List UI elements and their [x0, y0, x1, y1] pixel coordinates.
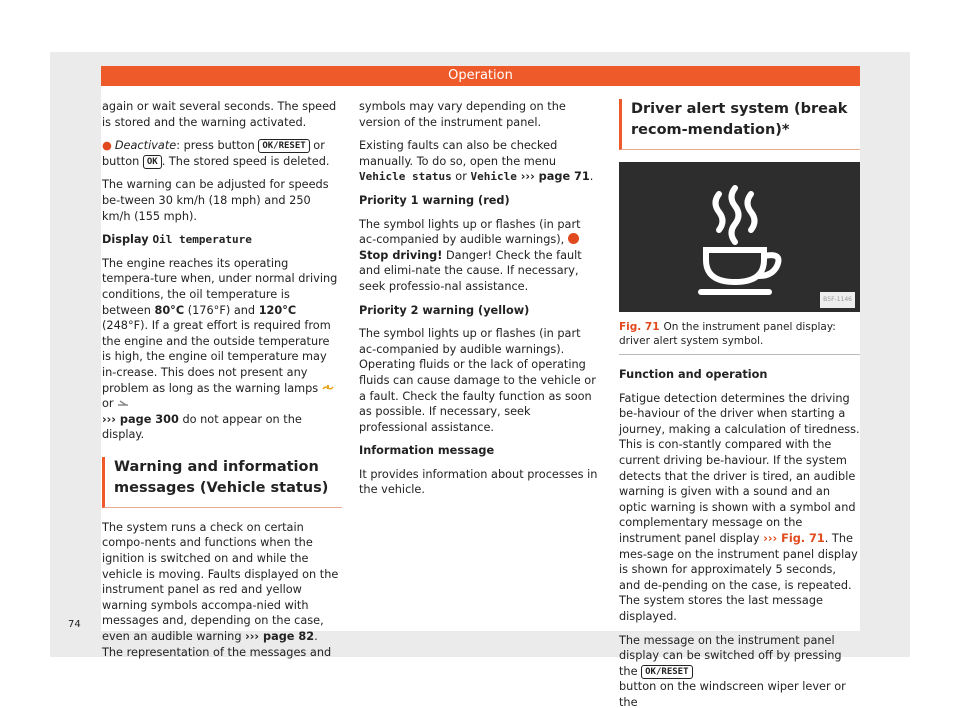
paragraph: The symbol lights up or flashes (in part ac-companied by audible warnings). Operating fluids or the lack of operating fluids can cause damage to the vehicle or a fault. Check the faulty function as soon as possible. If necessary, seek professional assistance. — [359, 327, 596, 434]
figure-reference-link[interactable]: ››› Fig. 71 — [763, 531, 825, 545]
priority-1-heading: Priority 1 warning (red) — [359, 193, 510, 207]
page-reference-link[interactable]: ››› page 300 — [102, 412, 179, 426]
priority-2-heading: Priority 2 warning (yellow) — [359, 303, 530, 317]
paragraph: again or wait several seconds. The speed is stored and the warning activated. — [102, 100, 337, 129]
column-3 — [619, 99, 860, 708]
paragraph: The symbol lights up or flashes (in part ac-companied by audible warnings), Stop driving! Danger! Check the fault and elimi-nate the cause. If necessary, seek professio-nal assistance. — [359, 217, 582, 293]
section-heading: Driver alert system (break recom-mendation)* — [619, 99, 860, 150]
info-message-heading: Information message — [359, 444, 495, 458]
paragraph: Fatigue detection determines the driving be-haviour of the driver when starting a journey, making a calculation of tiredness. This is con-stantly compared with the current driving be-haviour. If the system detects that the driver is tired, an audible warning is given with a sound and an optic warning is shown with a symbol and complementary message on the instrument panel display ››› Fig. 71. The mes-sage on the instrument panel display is shown for approximately 5 seconds, and de-pending on the case, is repeated. The system stores the last message displayed. — [619, 391, 860, 623]
figure-driver-alert — [619, 162, 860, 312]
section-heading: Warning and information messages (Vehicle status) — [102, 457, 342, 508]
coffee-cup-icon — [619, 162, 860, 312]
section-title: Operation — [448, 68, 513, 83]
paragraph: It provides information about processes in the vehicle. — [359, 467, 598, 497]
paragraph: The engine reaches its operating tempera-ture when, under normal driving conditions, the oil temperature is between 80°C (176°F) and 120°C (248°F). If a great effort is required from the engine and the outside temperature is high, the engine oil temperature may in-crease. This does not present any problem as long as the warning lamps or ››› page 300 do not appear on the display. — [102, 256, 338, 442]
section-header — [101, 66, 860, 86]
column-1 — [102, 99, 342, 668]
paragraph: Existing faults can also be checked manually. To do so, open the menu Vehicle status or Vehicle ››› page 71. — [359, 139, 594, 184]
column-2 — [359, 99, 601, 506]
oil-temperature-lamp-icon — [322, 384, 334, 392]
bullet-icon: ● — [102, 139, 112, 153]
okreset-button-symbol: OK/RESET — [641, 665, 692, 679]
okreset-button-symbol: OK/RESET — [258, 139, 309, 153]
figure-id: B5F-1146 — [820, 292, 855, 308]
ok-button-symbol: OK — [143, 155, 162, 169]
paragraph: symbols may vary depending on the version of the instrument panel. — [359, 100, 566, 129]
oil-level-lamp-icon — [117, 399, 129, 407]
paragraph: The system runs a check on certain compo-nents and functions when the ignition is switched on and while the vehicle is moving. Faults displayed on the instrument panel as red and yellow warning symbols accompa-nied with messages and, depending on the case, even an audible warning ››› page 82. The representation of the messages and — [102, 520, 339, 659]
deactivate-item: ● Deactivate: press button OK/RESET or button OK . The stored speed is deleted. — [102, 139, 330, 168]
page-reference-link[interactable]: ››› page 71 — [516, 170, 590, 184]
paragraph: The warning can be adjusted for speeds be-tween 30 km/h (18 mph) and 250 km/h (155 mph). — [102, 178, 329, 223]
figure-caption: Fig. 71 On the instrument panel display: driver alert system symbol. — [619, 320, 860, 355]
display-subheading: Display Oil temperature — [102, 233, 252, 247]
paragraph: The message on the instrument panel display can be switched off by pressing the OK/RESET button on the windscreen wiper lever or the — [619, 633, 846, 708]
function-heading: Function and operation — [619, 368, 768, 381]
page-number: 74 — [68, 619, 81, 630]
page-reference-link[interactable]: ››› page 82 — [245, 630, 315, 644]
stop-warning-icon — [568, 233, 579, 244]
